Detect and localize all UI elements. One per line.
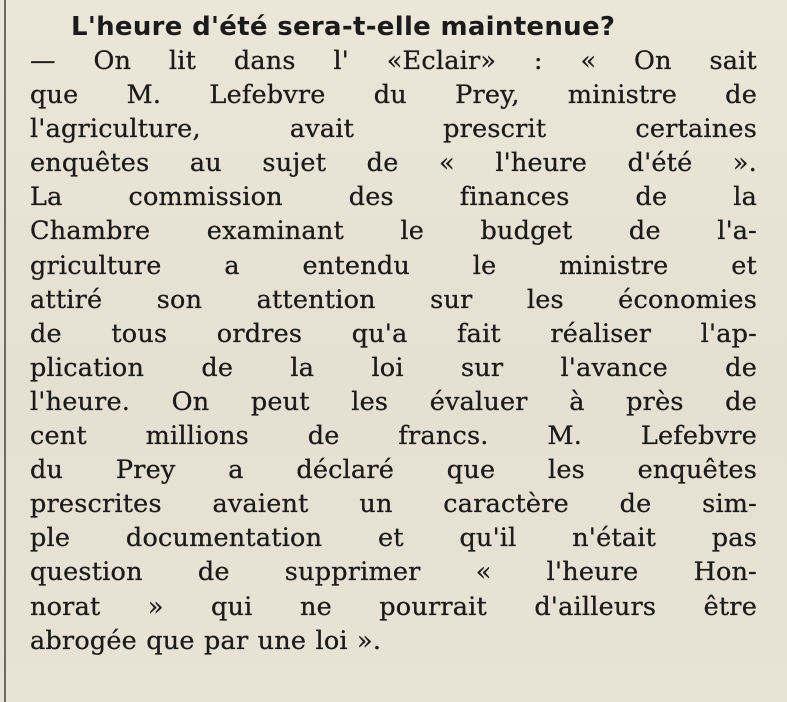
text-line: abrogée que par une loi ». — [30, 625, 382, 656]
text-line: l'agriculture, avait prescrit certaines — [30, 114, 757, 145]
text-line: enquêtes au sujet de « l'heure d'été ». — [30, 148, 757, 179]
text-line: prescrites avaient un caractère de sim- — [30, 489, 757, 520]
text-line: Chambre examinant le budget de l'a- — [30, 216, 757, 247]
column-rule — [4, 0, 6, 702]
text-line: plication de la loi sur l'avance de — [30, 352, 757, 383]
article-body — [30, 44, 757, 658]
text-line: — On lit dans l' «Eclair» : « On sait — [30, 46, 757, 76]
article-headline: L'heure d'été sera-t-elle maintenue? — [71, 12, 616, 42]
text-line: que M. Lefebvre du Prey, ministre de — [30, 80, 757, 111]
text-line: griculture a entendu le ministre et — [30, 250, 757, 281]
text-line: ple documentation et qu'il n'était pas — [30, 523, 757, 554]
text-line: question de supprimer « l'heure Hon- — [30, 557, 757, 588]
text-line: attiré son attention sur les économies — [30, 284, 757, 315]
text-line: l'heure. On peut les évaluer à près de — [30, 386, 757, 417]
text-line: de tous ordres qu'a fait réaliser l'ap- — [30, 318, 757, 349]
text-line: cent millions de francs. M. Lefebvre — [30, 421, 757, 452]
text-line: du Prey a déclaré que les enquêtes — [30, 455, 757, 486]
text-line: norat » qui ne pourrait d'ailleurs être — [30, 591, 757, 622]
text-line: La commission des finances de la — [30, 182, 757, 213]
